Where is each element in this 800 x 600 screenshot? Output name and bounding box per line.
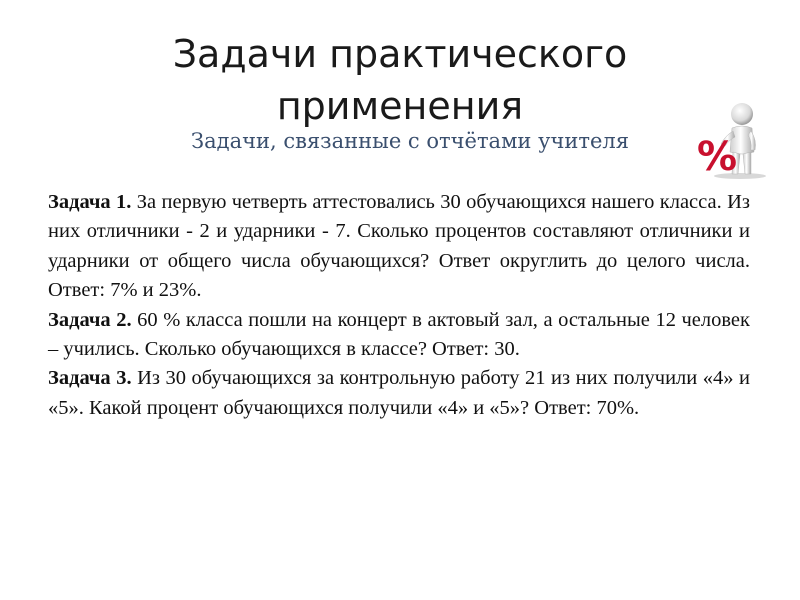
task-1-label: Задача 1. bbox=[48, 191, 132, 213]
task-2 bbox=[48, 306, 750, 365]
tasks-list bbox=[48, 188, 750, 423]
task-2-text: 60 % класса пошли на концерт в актовый зал, а остальные 12 человек – учились. Сколько обучающихся в классе? Ответ: 30. bbox=[48, 308, 750, 361]
slide-title bbox=[100, 28, 700, 132]
task-1 bbox=[48, 188, 750, 306]
svg-text:%: % bbox=[697, 134, 738, 180]
task-3-text: Из 30 обучающихся за контрольную работу 21 из них получили «4» и «5». Какой процент обучающихся получили «4» и «5»? Ответ: 70%. bbox=[48, 367, 750, 419]
person-with-percent-sign-icon bbox=[695, 100, 770, 180]
slide-title-line-1: Задачи практического bbox=[172, 32, 628, 76]
task-3-label: Задача 3. bbox=[48, 367, 132, 390]
task-2-label: Задача 2. bbox=[48, 308, 132, 331]
task-1-text: За первую четверть аттестовались 30 обучающихся нашего класса. Из них отличники - 2 и ударники - 7. Сколько процентов составляют отличники и ударники от общего числа обучающихся? Ответ округлить до целого числа. Ответ: 7% и 23%. bbox=[48, 191, 750, 302]
slide-title-line-2: применения bbox=[276, 84, 524, 128]
slide-subtitle: Задачи, связанные с отчётами учителя bbox=[191, 129, 629, 153]
task-3 bbox=[48, 364, 750, 423]
